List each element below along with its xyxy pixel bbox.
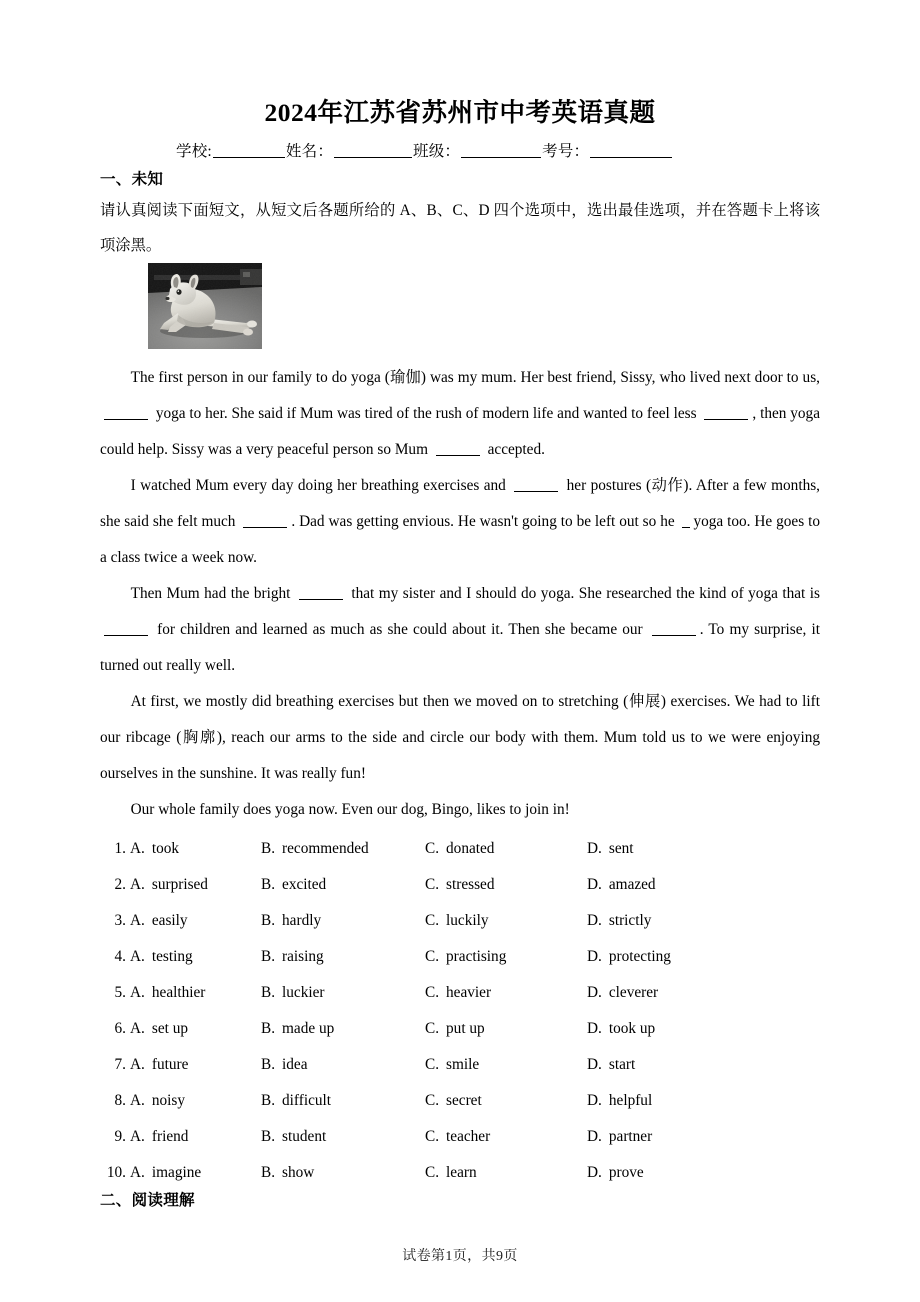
option-text: strictly [608, 912, 652, 929]
option-letter: B. [261, 912, 276, 929]
answer-blank-2[interactable] [704, 406, 748, 420]
option-letter: D. [587, 948, 602, 965]
option-3-B[interactable] [261, 903, 321, 939]
question-row [100, 1155, 820, 1191]
option-10-C[interactable] [425, 1155, 477, 1191]
option-letter: D. [587, 1020, 602, 1037]
option-9-C[interactable] [425, 1119, 490, 1155]
question-number: 5. [114, 984, 126, 1001]
option-8-B[interactable] [261, 1083, 331, 1119]
option-10-D[interactable] [587, 1155, 644, 1191]
option-text: difficult [282, 1092, 332, 1109]
option-letter: C. [425, 984, 440, 1001]
exam-no-label: 考号： [542, 143, 590, 160]
option-7-C[interactable] [425, 1047, 479, 1083]
answer-blank-6[interactable] [682, 514, 690, 528]
option-2-A[interactable] [130, 867, 208, 903]
section-heading-2: 二、阅读理解 [100, 1192, 195, 1209]
section-heading-1: 一、未知 [100, 171, 164, 188]
option-4-A[interactable] [130, 939, 193, 975]
question-number: 2. [114, 876, 126, 893]
question-row [100, 975, 820, 1011]
option-text: excited [282, 876, 327, 893]
answer-blank-8[interactable] [104, 622, 148, 636]
question-row [100, 903, 820, 939]
option-text: teacher [446, 1128, 491, 1145]
passage-paragraph-4: At first, we mostly did breathing exercises but then we moved on to stretching (伸展) exercises. We had to lift our ribcage (胸廓), reach our arms to the side and circle our body with them. Mum told us to we were enjoying ourselves in the sunshine. It was really fun! [100, 693, 820, 782]
option-text: luckier [282, 984, 325, 1001]
option-10-A[interactable] [130, 1155, 201, 1191]
option-letter: B. [261, 1056, 276, 1073]
option-9-B[interactable] [261, 1119, 326, 1155]
option-text: took [151, 840, 180, 857]
question-number: 1. [114, 840, 126, 857]
option-7-A[interactable] [130, 1047, 188, 1083]
option-5-A[interactable] [130, 975, 205, 1011]
question-number: 4. [114, 948, 126, 965]
option-text: recommended [282, 840, 369, 857]
option-letter: D. [587, 1092, 602, 1109]
answer-blank-7[interactable] [299, 586, 343, 600]
option-letter: B. [261, 840, 276, 857]
option-letter: B. [261, 1092, 276, 1109]
option-6-A[interactable] [130, 1011, 188, 1047]
reading-passage [100, 360, 820, 828]
passage-paragraph-5: Our whole family does yoga now. Even our dog, Bingo, likes to join in! [130, 801, 570, 818]
option-letter: C. [425, 948, 440, 965]
option-7-B[interactable] [261, 1047, 308, 1083]
option-text: stressed [446, 876, 495, 893]
option-text: made up [282, 1020, 335, 1037]
option-letter: D. [587, 1164, 602, 1181]
question-number: 8. [114, 1092, 126, 1109]
option-text: friend [151, 1128, 189, 1145]
answer-blank-5[interactable] [243, 514, 287, 528]
option-4-D[interactable] [587, 939, 671, 975]
option-text: donated [446, 840, 495, 857]
question-row [100, 1083, 820, 1119]
option-text: luckily [446, 912, 489, 929]
option-10-B[interactable] [261, 1155, 314, 1191]
option-text: show [282, 1164, 315, 1181]
figure-dog-yoga [148, 263, 262, 349]
answer-blank-4[interactable] [514, 478, 558, 492]
option-letter: B. [261, 1164, 276, 1181]
option-text: put up [446, 1020, 485, 1037]
option-6-D[interactable] [587, 1011, 655, 1047]
question-number: 10. [106, 1164, 126, 1181]
option-letter: B. [261, 1128, 276, 1145]
question-row [100, 1011, 820, 1047]
option-7-D[interactable] [587, 1047, 635, 1083]
option-letter: A. [130, 840, 145, 857]
option-1-D[interactable] [587, 831, 634, 867]
option-text: sent [608, 840, 634, 857]
option-letter: A. [130, 1020, 145, 1037]
option-5-D[interactable] [587, 975, 658, 1011]
option-1-A[interactable] [130, 831, 179, 867]
option-text: prove [608, 1164, 644, 1181]
question-number: 3. [114, 912, 126, 929]
option-text: took up [608, 1020, 656, 1037]
option-3-C[interactable] [425, 903, 489, 939]
option-letter: C. [425, 876, 440, 893]
option-text: raising [282, 948, 324, 965]
option-5-B[interactable] [261, 975, 325, 1011]
option-6-C[interactable] [425, 1011, 485, 1047]
question-number: 7. [114, 1056, 126, 1073]
option-text: secret [446, 1092, 482, 1109]
option-text: imagine [151, 1164, 202, 1181]
option-letter: A. [130, 1092, 145, 1109]
option-letter: A. [130, 948, 145, 965]
option-text: helpful [608, 1092, 653, 1109]
option-1-C[interactable] [425, 831, 494, 867]
option-letter: C. [425, 1056, 440, 1073]
option-letter: D. [587, 1128, 602, 1145]
option-text: start [608, 1056, 636, 1073]
option-text: amazed [608, 876, 656, 893]
option-text: set up [151, 1020, 188, 1037]
exam-no-blank[interactable] [590, 144, 672, 158]
instruction-text: 请认真阅读下面短文，从短文后各题所给的 A、B、C、D 四个选项中，选出最佳选项，并在答题卡上将该项涂黑。 [100, 202, 820, 254]
question-number: 9. [114, 1128, 126, 1145]
question-row [100, 1047, 820, 1083]
class-blank[interactable] [461, 144, 541, 158]
option-9-A[interactable] [130, 1119, 188, 1155]
option-text: easily [151, 912, 188, 929]
option-8-D[interactable] [587, 1083, 652, 1119]
option-letter: A. [130, 1128, 145, 1145]
page-title: 2024年江苏省苏州市中考英语真题 [264, 98, 656, 127]
option-text: healthier [151, 984, 206, 1001]
question-row [100, 867, 820, 903]
option-3-A[interactable] [130, 903, 188, 939]
option-2-B[interactable] [261, 867, 326, 903]
option-text: partner [608, 1128, 653, 1145]
option-letter: C. [425, 840, 440, 857]
question-row [100, 939, 820, 975]
option-letter: B. [261, 1020, 276, 1037]
option-letter: A. [130, 1056, 145, 1073]
option-letter: C. [425, 1128, 440, 1145]
option-text: surprised [151, 876, 208, 893]
option-text: cleverer [608, 984, 659, 1001]
passage-paragraph-3: Then Mum had the bright that my sister and I should do yoga. She researched the kind of yoga that is for children and learned as much as she could about it. Then she became our . To my surprise, it turned out really well. [100, 585, 820, 674]
option-9-D[interactable] [587, 1119, 652, 1155]
passage-paragraph-2: I watched Mum every day doing her breathing exercises and her postures (动作). After a few months, she said she felt much . Dad was getting envious. He wasn't going to be left out so he yoga too. He goes to a class twice a week now. [100, 477, 820, 566]
passage-paragraph-1: The first person in our family to do yoga (瑜伽) was my mum. Her best friend, Sissy, who lived next door to us, yoga to her. She said if Mum was tired of the rush of modern life and wanted to feel less , then yoga could help. Sissy was a very peaceful person so Mum accepted. [100, 369, 820, 458]
option-letter: A. [130, 876, 145, 893]
option-3-D[interactable] [587, 903, 651, 939]
class-label: 班级： [413, 143, 461, 160]
option-8-C[interactable] [425, 1083, 482, 1119]
question-options-list [100, 831, 820, 1191]
answer-blank-1[interactable] [104, 406, 148, 420]
dog-yoga-image [148, 263, 262, 349]
option-8-A[interactable] [130, 1083, 185, 1119]
option-5-C[interactable] [425, 975, 491, 1011]
option-text: idea [282, 1056, 308, 1073]
option-1-B[interactable] [261, 831, 369, 867]
option-text: future [151, 1056, 189, 1073]
option-letter: B. [261, 984, 276, 1001]
option-letter: A. [130, 1164, 145, 1181]
answer-blank-3[interactable] [436, 442, 480, 456]
school-blank[interactable] [213, 144, 285, 158]
student-info-line [176, 139, 776, 161]
option-letter: A. [130, 984, 145, 1001]
question-row [100, 831, 820, 867]
option-4-B[interactable] [261, 939, 324, 975]
option-4-C[interactable] [425, 939, 506, 975]
page-footer: 试卷第1页，共9页 [402, 1249, 518, 1264]
name-label: 姓名： [285, 143, 334, 160]
option-letter: B. [261, 876, 276, 893]
name-blank[interactable] [334, 144, 412, 158]
option-text: noisy [151, 1092, 186, 1109]
option-6-B[interactable] [261, 1011, 334, 1047]
school-label: 学校: [176, 143, 212, 160]
option-letter: B. [261, 948, 276, 965]
option-letter: C. [425, 1164, 440, 1181]
option-letter: D. [587, 912, 602, 929]
option-text: testing [151, 948, 193, 965]
option-text: hardly [282, 912, 322, 929]
option-text: student [282, 1128, 327, 1145]
option-text: heavier [446, 984, 492, 1001]
option-letter: D. [587, 1056, 602, 1073]
option-letter: A. [130, 912, 145, 929]
option-text: learn [446, 1164, 477, 1181]
question-number: 6. [114, 1020, 126, 1037]
answer-blank-9[interactable] [652, 622, 696, 636]
option-letter: D. [587, 984, 602, 1001]
option-letter: C. [425, 1020, 440, 1037]
option-letter: D. [587, 876, 602, 893]
option-text: practising [446, 948, 507, 965]
option-text: smile [446, 1056, 480, 1073]
option-2-C[interactable] [425, 867, 494, 903]
option-letter: D. [587, 840, 602, 857]
option-text: protecting [608, 948, 671, 965]
option-2-D[interactable] [587, 867, 656, 903]
option-letter: C. [425, 1092, 440, 1109]
option-letter: C. [425, 912, 440, 929]
question-row [100, 1119, 820, 1155]
